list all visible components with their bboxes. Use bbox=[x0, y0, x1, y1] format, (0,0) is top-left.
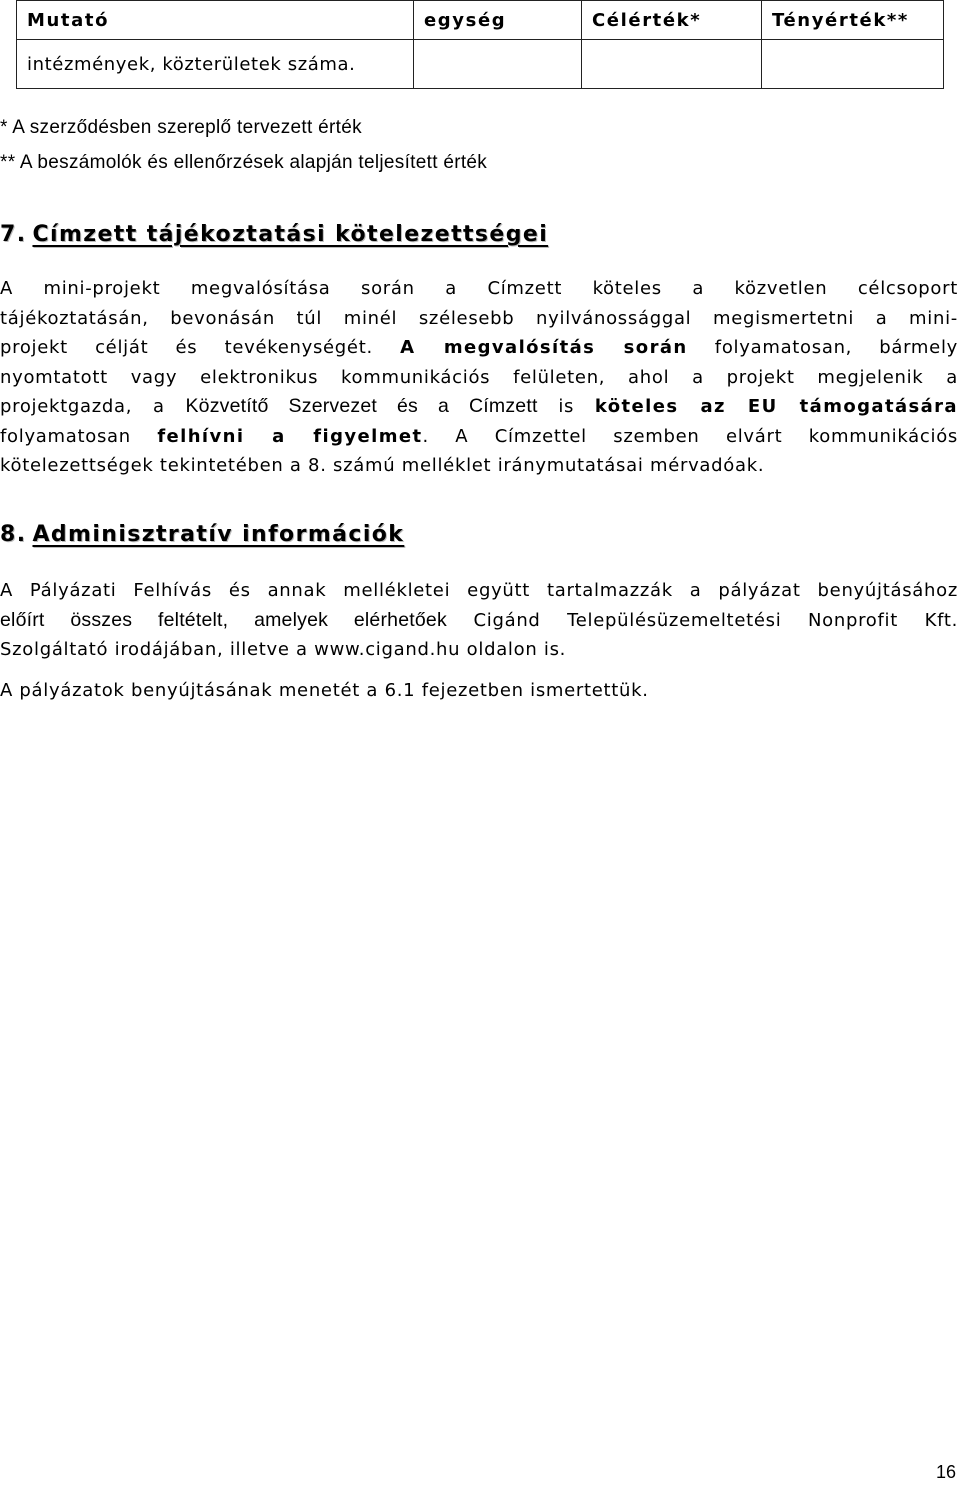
footnote-actual-value: ** A beszámolók és ellenőrzések alapján teljesített érték bbox=[0, 152, 488, 173]
text-run: . A Címzettel szemben elvárt kommunikációs bbox=[422, 425, 958, 447]
text-run: projekt célját és tevékenységét. bbox=[0, 337, 401, 358]
header-mutato: Mutató bbox=[17, 1, 414, 40]
indicator-table bbox=[16, 0, 944, 89]
header-egyseg: egység bbox=[414, 1, 582, 40]
table-cell bbox=[582, 40, 762, 89]
text-run: Cigánd Településüzemeltetési Nonprofit Kft. bbox=[446, 609, 958, 631]
section-8-submission-note: A pályázatok benyújtásának menetét a 6.1 fejezetben ismertettük. bbox=[0, 680, 649, 701]
table-cell: intézmények, közterületek száma. bbox=[17, 40, 414, 89]
text-run: kötelezettségek tekintetében a 8. számú melléklet iránymutatásai mérvadóak. bbox=[0, 455, 765, 476]
text-run: Közvetítő Szervezet és a Címzett bbox=[185, 395, 538, 417]
section-8-title: Adminisztratív információk bbox=[32, 522, 405, 547]
section-8-heading bbox=[0, 522, 404, 547]
section-8-number: 8. bbox=[0, 522, 27, 547]
header-celertek: Célérték* bbox=[582, 1, 762, 40]
bold-text: felhívni a figyelmet bbox=[157, 425, 423, 447]
paragraph-line bbox=[0, 451, 764, 480]
text-run: A Pályázati Felhívás és annak mellékletei együtt tartalmazzák a pályázat benyújtásához bbox=[0, 580, 958, 601]
paragraph-line bbox=[0, 392, 958, 421]
text-run: folyamatosan, bármely bbox=[687, 337, 958, 358]
section-7-heading bbox=[0, 222, 548, 247]
paragraph-line bbox=[0, 304, 958, 333]
text-run: nyomtatott vagy elektronikus kommunikációs felületen, ahol a projekt megjelenik a bbox=[0, 366, 958, 388]
text-run: is bbox=[537, 396, 595, 417]
table-header-row bbox=[17, 1, 944, 40]
paragraph-line bbox=[0, 422, 958, 451]
paragraph-line bbox=[0, 606, 958, 635]
page-number: 16 bbox=[935, 1462, 956, 1482]
header-tenyertek: Tényérték** bbox=[762, 1, 944, 40]
text-run: folyamatosan bbox=[0, 425, 158, 447]
text-run: A mini-projekt megvalósítása során a Címzett köteles a közvetlen célcsoport bbox=[0, 278, 958, 299]
bold-text: A megvalósítás során bbox=[400, 337, 688, 358]
paragraph-line bbox=[0, 363, 958, 392]
footnote-target-value: * A szerződésben szereplő tervezett érték bbox=[0, 117, 362, 138]
section-7-number: 7. bbox=[0, 222, 27, 247]
paragraph-line bbox=[0, 333, 958, 362]
table-cell bbox=[414, 40, 582, 89]
bold-text: köteles az EU támogatására bbox=[594, 396, 958, 417]
paragraph-line bbox=[0, 576, 958, 605]
section-7-title: Címzett tájékoztatási kötelezettségei bbox=[32, 222, 549, 247]
paragraph-line bbox=[0, 635, 566, 664]
text-run: projektgazda, a bbox=[0, 396, 186, 417]
text-run: előírt összes feltételt, amelyek elérhetőek bbox=[0, 608, 447, 631]
table-cell bbox=[762, 40, 944, 89]
text-run: tájékoztatásán, bevonásán túl minél szélesebb nyilvánossággal megismertetni a mini- bbox=[0, 307, 958, 329]
text-run: Szolgáltató irodájában, illetve a www.cigand.hu oldalon is. bbox=[0, 639, 567, 660]
paragraph-line bbox=[0, 274, 958, 303]
table-row bbox=[17, 40, 944, 89]
